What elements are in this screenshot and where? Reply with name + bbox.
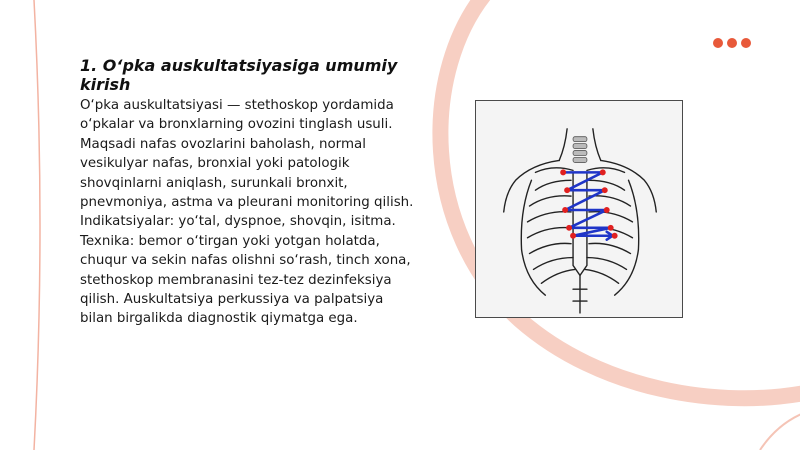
slide-title: 1. O‘pka auskultatsiyasiga umumiy kirish — [80, 56, 398, 94]
bottom-corner-curve — [760, 410, 800, 450]
left-border-line — [34, 0, 40, 450]
menu-dots — [713, 38, 751, 48]
dot-icon — [713, 38, 723, 48]
ribcage-drawing — [476, 101, 682, 317]
dot-icon — [727, 38, 737, 48]
dot-icon — [741, 38, 751, 48]
chest-auscultation-illustration — [475, 100, 683, 318]
slide-body-text: O‘pka auskultatsiyasi — stethoskop yordamida o‘pkalar va bronxlarning ovozini tinglash usuli. Maqsadi nafas ovozlarini baholash, normal vesikulyar nafas, bronxial yoki patologik shovqinlarni aniqlash, surunkali bronxit, pnevmoniya, astma va pleurani monitoring qilish. Indikatsiyalar: yo‘tal, dyspnoe, shovqin, isitma. Texnika: bemor o‘tirgan yoki yotgan holatda, chuqur va sekin nafas olishni so‘rash, tinch xona, stethoskop membranasini tez-tez dezinfeksiya qilish. Auskultatsiya perkussiya va palpatsiya bilan birgalikda diagnostik qiymatga ega. — [80, 98, 414, 327]
